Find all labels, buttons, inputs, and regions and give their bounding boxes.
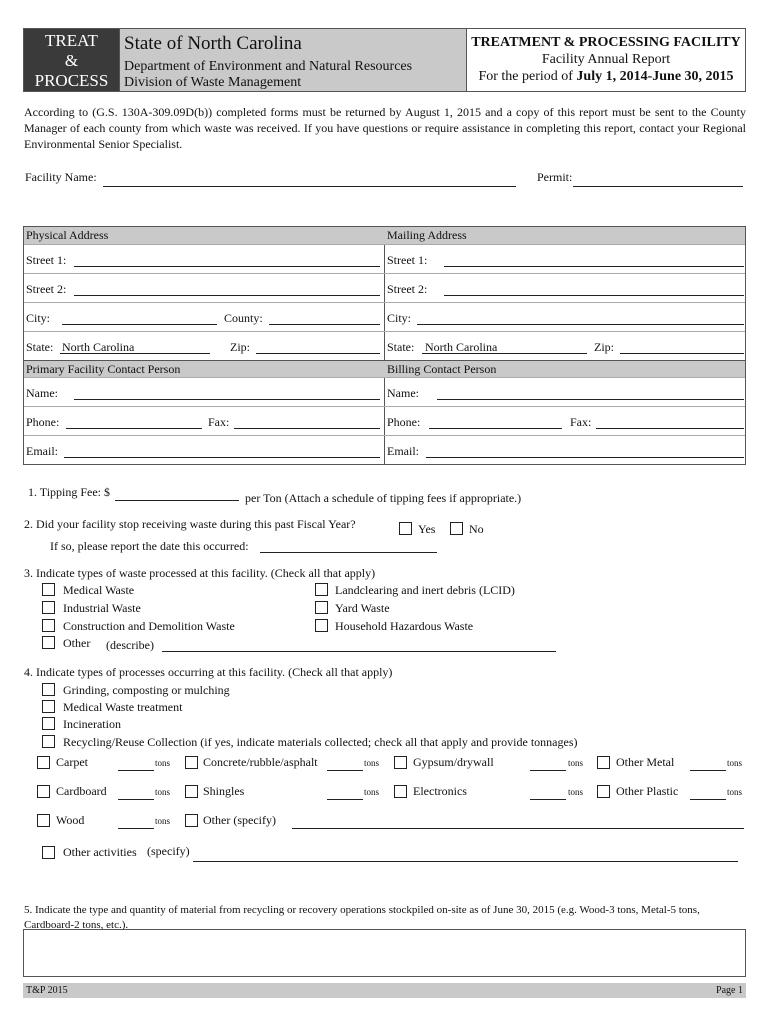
primary-name-label: Name: (26, 386, 58, 400)
q3-construction-label: Construction and Demolition Waste (63, 619, 235, 633)
physical-county-field[interactable] (269, 324, 380, 325)
q4-grinding-label: Grinding, composting or mulching (63, 683, 230, 697)
department-line: Department of Environment and Natural Resources (124, 59, 413, 74)
other-metal-label: Other Metal (616, 755, 675, 769)
physical-city-field[interactable] (62, 324, 217, 325)
q3-lcid-checkbox[interactable] (315, 583, 328, 596)
physical-state-value: North Carolina (62, 340, 135, 354)
primary-phone-field[interactable] (66, 428, 202, 429)
q2-yes-label: Yes (418, 522, 436, 536)
state-row (24, 331, 745, 360)
gypsum-label: Gypsum/drywall (413, 755, 494, 769)
billing-contact-heading: Billing Contact Person (387, 362, 497, 376)
wood-tons-field[interactable] (118, 828, 154, 829)
q3-yard-checkbox[interactable] (315, 601, 328, 614)
address-header-row (24, 227, 745, 244)
department-name (124, 59, 412, 91)
report-title-panel (466, 29, 745, 91)
physical-state-label: State: (26, 340, 54, 354)
q2-stop-date-field[interactable] (260, 552, 437, 553)
primary-phone-label: Phone: (26, 415, 60, 429)
concrete-checkbox[interactable] (185, 756, 198, 769)
treat-process-badge (24, 29, 119, 91)
primary-fax-field[interactable] (234, 428, 380, 429)
other-metal-checkbox[interactable] (597, 756, 610, 769)
shingles-checkbox[interactable] (185, 785, 198, 798)
state-title: State of North Carolina (124, 33, 302, 54)
mailing-state-label: State: (387, 340, 415, 354)
carpet-label: Carpet (56, 755, 88, 769)
agency-panel (119, 29, 466, 91)
contact-header-row (24, 360, 745, 377)
gypsum-checkbox[interactable] (394, 756, 407, 769)
q4-incineration-label: Incineration (63, 717, 121, 731)
permit-label: Permit: (537, 170, 573, 184)
physical-state-field[interactable] (60, 353, 210, 354)
cardboard-label: Cardboard (56, 784, 107, 798)
other-plastic-tons-field[interactable] (690, 799, 726, 800)
q1-tipping-fee-label: 1. Tipping Fee: $ (28, 485, 111, 499)
q3-lcid-label: Landclearing and inert debris (LCID) (335, 583, 515, 597)
other-metal-tons-unit: tons (727, 758, 743, 768)
q4-grinding-checkbox[interactable] (42, 683, 55, 696)
primary-name-field[interactable] (74, 399, 380, 400)
page-footer (23, 983, 746, 998)
cardboard-checkbox[interactable] (37, 785, 50, 798)
footer-page-number: Page 1 (716, 985, 743, 996)
wood-label: Wood (56, 813, 85, 827)
tipping-fee-field[interactable] (115, 500, 239, 501)
permit-field[interactable] (573, 186, 743, 187)
carpet-checkbox[interactable] (37, 756, 50, 769)
mailing-street1-field[interactable] (444, 266, 744, 267)
q4-processes-label: 4. Indicate types of processes occurring at this facility. (Check all that apply) (24, 665, 393, 679)
physical-street1-field[interactable] (74, 266, 380, 267)
form-subtitle: Facility Annual Report (541, 52, 671, 67)
mailing-street1-label: Street 1: (387, 253, 428, 267)
physical-street2-label: Street 2: (26, 282, 67, 296)
mailing-zip-field[interactable] (620, 353, 744, 354)
wood-checkbox[interactable] (37, 814, 50, 827)
q2-no-label: No (469, 522, 484, 536)
q4-recycling-checkbox[interactable] (42, 735, 55, 748)
cardboard-tons-field[interactable] (118, 799, 154, 800)
q4-medical-treatment-label: Medical Waste treatment (63, 700, 183, 714)
form-header (23, 28, 746, 92)
carpet-tons-unit: tons (155, 758, 171, 768)
physical-street2-field[interactable] (74, 295, 380, 296)
q3-other-checkbox[interactable] (42, 636, 55, 649)
address-contact-grid (23, 226, 746, 465)
street2-row (24, 273, 745, 302)
gypsum-tons-unit: tons (568, 758, 584, 768)
other-specify-checkbox[interactable] (185, 814, 198, 827)
billing-fax-label: Fax: (570, 415, 592, 429)
electronics-tons-field[interactable] (530, 799, 566, 800)
q3-industrial-label: Industrial Waste (63, 601, 141, 615)
q3-household-checkbox[interactable] (315, 619, 328, 632)
q3-medical-label: Medical Waste (63, 583, 135, 597)
cardboard-tons-unit: tons (155, 787, 171, 797)
primary-contact-heading: Primary Facility Contact Person (26, 362, 181, 376)
badge-line-amp: & (64, 51, 79, 70)
q2-yes-checkbox[interactable] (399, 522, 412, 535)
facility-name-label: Facility Name: (25, 170, 97, 184)
physical-city-label: City: (26, 311, 51, 325)
other-activities-checkbox[interactable] (42, 846, 55, 859)
q3-other-label: Other (63, 636, 91, 650)
billing-fax-field[interactable] (596, 428, 744, 429)
q3-describe-label: (describe) (106, 638, 154, 652)
city-row (24, 302, 745, 331)
primary-fax-label: Fax: (208, 415, 230, 429)
form-title: TREATMENT & PROCESSING FACILITY (471, 35, 741, 50)
other-plastic-checkbox[interactable] (597, 785, 610, 798)
electronics-checkbox[interactable] (394, 785, 407, 798)
carpet-tons-field[interactable] (118, 770, 154, 771)
billing-email-label: Email: (387, 444, 419, 458)
q4-incineration-checkbox[interactable] (42, 717, 55, 730)
shingles-label: Shingles (203, 784, 245, 798)
wood-tons-unit: tons (155, 816, 171, 826)
other-metal-tons-field[interactable] (690, 770, 726, 771)
q5-stockpile-textarea[interactable] (23, 929, 746, 977)
physical-county-label: County: (224, 311, 263, 325)
physical-address-heading: Physical Address (26, 228, 109, 242)
electronics-tons-unit: tons (568, 787, 584, 797)
q3-construction-checkbox[interactable] (42, 619, 55, 632)
q3-medical-checkbox[interactable] (42, 583, 55, 596)
q2-stop-receiving-label: 2. Did your facility stop receiving waste during this past Fiscal Year? (24, 517, 356, 531)
physical-street1-label: Street 1: (26, 253, 67, 267)
period-prefix: For the period of (478, 69, 573, 84)
q3-industrial-checkbox[interactable] (42, 601, 55, 614)
other-activities-label: Other activities (63, 845, 137, 859)
other-plastic-label: Other Plastic (616, 784, 679, 798)
mailing-state-value: North Carolina (425, 340, 498, 354)
mailing-zip-label: Zip: (594, 340, 614, 354)
shingles-tons-field[interactable] (327, 799, 363, 800)
q3-yard-label: Yard Waste (335, 601, 390, 615)
street1-row (24, 244, 745, 273)
division-line: Division of Waste Management (124, 75, 302, 90)
q5-stockpile-label: 5. Indicate the type and quantity of material from recycling or recovery operations stockpiled on-site as of June 30, 2015 (e.g. Wood-3 tons, Metal-5 tons, Cardboard-2 tons, etc.). (24, 904, 700, 931)
reporting-period (467, 69, 745, 85)
shingles-tons-unit: tons (364, 787, 380, 797)
q4-medical-treatment-checkbox[interactable] (42, 700, 55, 713)
q3-household-label: Household Hazardous Waste (335, 619, 474, 633)
other-activities-specify-label: (specify) (147, 844, 190, 858)
billing-phone-label: Phone: (387, 415, 421, 429)
physical-zip-label: Zip: (230, 340, 250, 354)
billing-email-field[interactable] (426, 457, 744, 458)
mailing-street2-field[interactable] (444, 295, 744, 296)
mailing-state-field[interactable] (422, 353, 587, 354)
facility-name-field[interactable] (103, 186, 516, 187)
q4-recycling-label: Recycling/Reuse Collection (if yes, indicate materials collected; check all that apply and provide tonnages) (63, 735, 578, 749)
q3-other-describe-field[interactable] (162, 651, 556, 652)
badge-line-treat: TREAT (45, 31, 98, 50)
concrete-tons-field[interactable] (327, 770, 363, 771)
mailing-street2-label: Street 2: (387, 282, 428, 296)
contact-name-row (24, 377, 745, 406)
other-plastic-tons-unit: tons (727, 787, 743, 797)
footer-form-code: T&P 2015 (26, 985, 68, 996)
intro-paragraph: According to (G.S. 130A-309.09D(b)) completed forms must be returned by August 1, 2015 and a copy of this report must be sent to the County Manager of each county from which waste was received. If you have questions or require assistance in completing this report, contact your Regional Environmental Senior Specialist. (24, 105, 746, 151)
physical-zip-field[interactable] (256, 353, 380, 354)
contact-email-row (24, 435, 745, 464)
q2-no-checkbox[interactable] (450, 522, 463, 535)
period-value: July 1, 2014-June 30, 2015 (576, 69, 734, 84)
billing-phone-field[interactable] (429, 428, 562, 429)
q3-waste-types-label: 3. Indicate types of waste processed at this facility. (Check all that apply) (24, 566, 376, 580)
mailing-city-field[interactable] (417, 324, 744, 325)
mailing-city-label: City: (387, 311, 412, 325)
other-specify-field[interactable] (292, 828, 744, 829)
billing-name-label: Name: (387, 386, 419, 400)
other-activities-field[interactable] (193, 861, 738, 862)
billing-name-field[interactable] (437, 399, 744, 400)
other-specify-label: Other (specify) (203, 813, 276, 827)
concrete-label: Concrete/rubble/asphalt (203, 755, 318, 769)
q1-tipping-fee-suffix: per Ton (Attach a schedule of tipping fees if appropriate.) (245, 491, 522, 505)
mailing-address-heading: Mailing Address (387, 228, 467, 242)
contact-phone-row (24, 406, 745, 435)
q2-followup-label: If so, please report the date this occurred: (50, 539, 249, 553)
badge-line-process: PROCESS (34, 71, 109, 90)
gypsum-tons-field[interactable] (530, 770, 566, 771)
primary-email-label: Email: (26, 444, 58, 458)
concrete-tons-unit: tons (364, 758, 380, 768)
primary-email-field[interactable] (64, 457, 380, 458)
electronics-label: Electronics (413, 784, 467, 798)
